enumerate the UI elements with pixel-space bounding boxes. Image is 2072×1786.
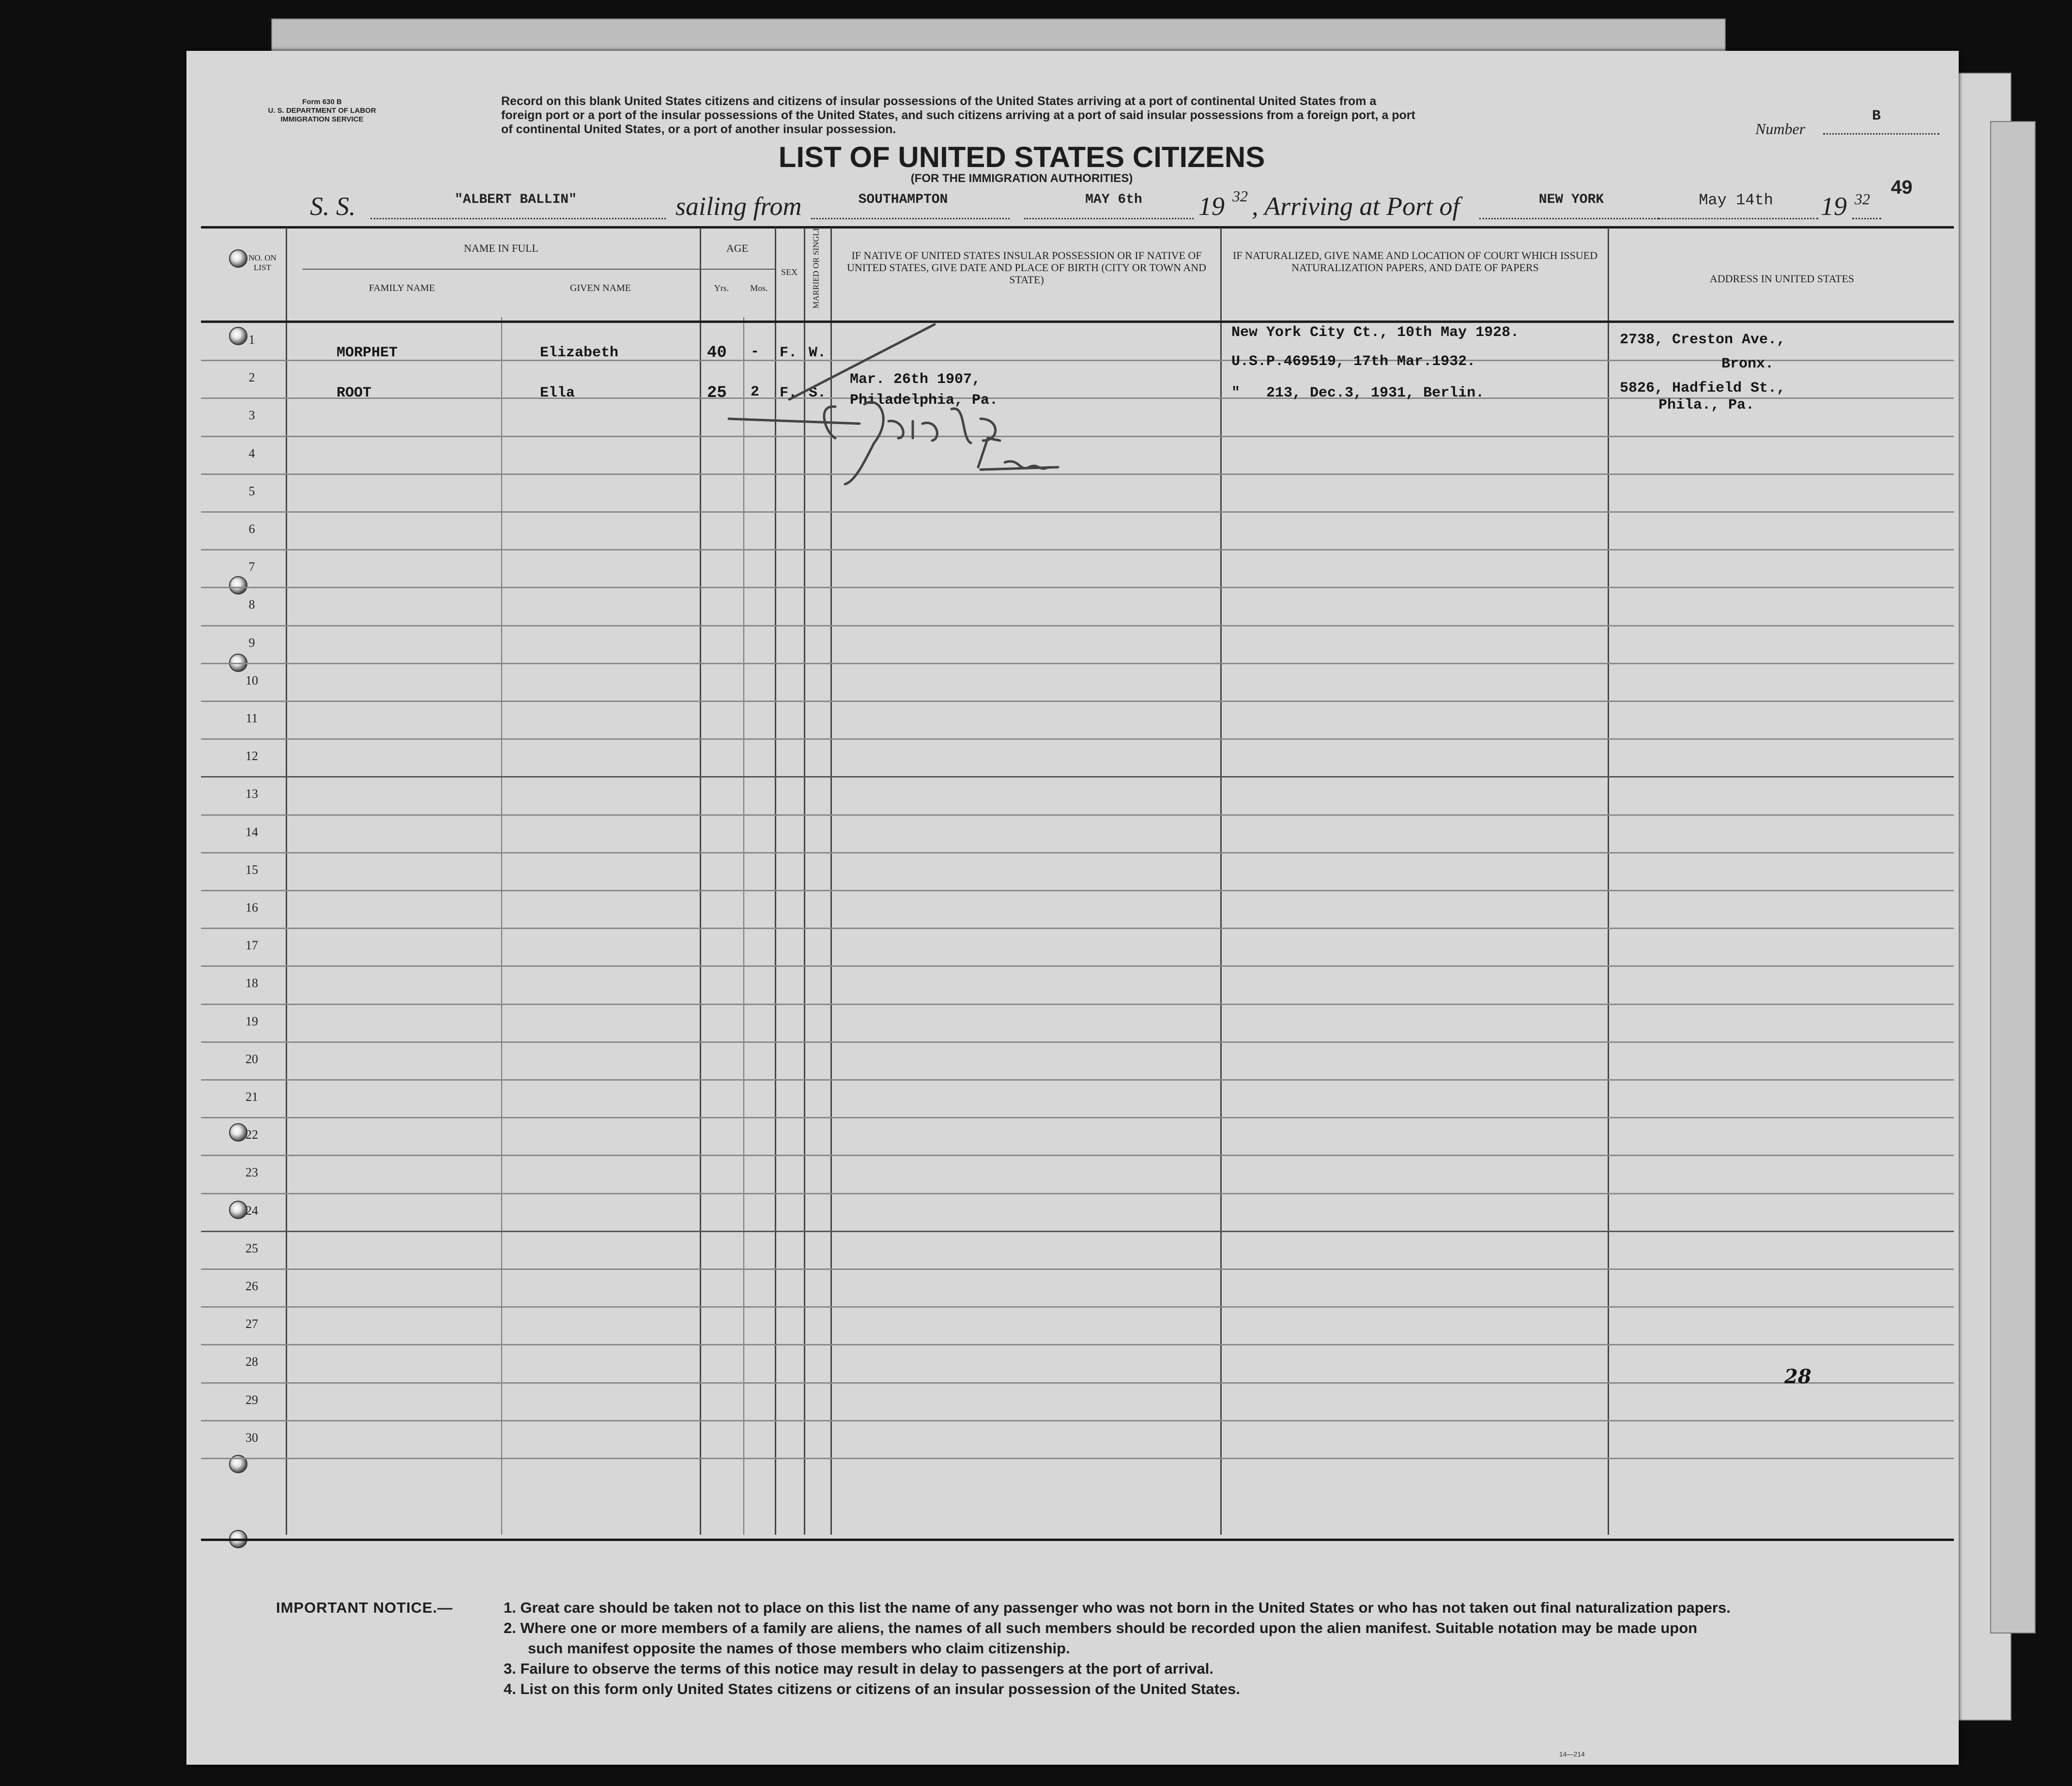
- departure-port: SOUTHAMPTON: [858, 192, 948, 207]
- row-number: 5: [248, 484, 255, 498]
- passenger-given-name: Ella: [540, 385, 575, 401]
- passenger-age-months: 2: [751, 384, 760, 400]
- passenger-sex: F.: [780, 345, 798, 361]
- passenger-sex: F.: [780, 385, 798, 401]
- header-given-name: GIVEN NAME: [569, 283, 631, 293]
- header-age: AGE: [726, 242, 749, 254]
- header-birth: IF NATIVE OF UNITED STATES INSULAR POSSESSION OR IF NATIVE OF UNITED STATES, GIVE DATE AND PLACE OF BIRTH (CITY OR TOWN AND STATE): [846, 249, 1207, 286]
- row-number: 19: [246, 1014, 258, 1028]
- row-number: 14: [246, 824, 258, 839]
- header-naturalized: IF NATURALIZED, GIVE NAME AND LOCATION OF COURT WHICH ISSUED NATURALIZATION PAPERS, AND DATE OF PAPERS: [1232, 249, 1598, 274]
- page-title: LIST OF UNITED STATES CITIZENS: [778, 141, 1265, 173]
- row-number: 16: [246, 901, 258, 915]
- row-number: 23: [246, 1165, 258, 1180]
- header-yrs: Yrs.: [714, 283, 729, 293]
- department-name: U. S. DEPARTMENT OF LABOR: [268, 107, 376, 115]
- row-number: 1: [248, 333, 255, 347]
- notice-lead: IMPORTANT NOTICE.—: [276, 1599, 453, 1616]
- page-number: 49: [1891, 177, 1913, 198]
- manifest-sheet: [186, 51, 1959, 1765]
- row-number: 26: [246, 1279, 258, 1293]
- departure-date: MAY 6th: [1085, 192, 1142, 207]
- passenger-family-name: ROOT: [337, 385, 372, 401]
- passenger-address-city: Phila., Pa.: [1658, 397, 1755, 413]
- row-number: 8: [248, 597, 255, 612]
- arrival-year: 32: [1855, 190, 1870, 208]
- row-number: 4: [248, 446, 255, 460]
- number-label: Number: [1755, 120, 1806, 137]
- instructions-line: foreign port or a port of the insular possessions of the United States, and such citizens arriving at a port of said insular possessions from a foreign port, a port: [501, 108, 1415, 122]
- important-notice: [276, 1598, 1922, 1699]
- header-no-on-list: NO. ON LIST: [248, 253, 276, 272]
- header-mos: Mos.: [750, 283, 768, 293]
- arrival-year-prefix: 19: [1821, 192, 1847, 221]
- instructions-line: of continental United States, or a port of another insular possession.: [501, 122, 896, 136]
- passenger-given-name: Elizabeth: [540, 345, 619, 361]
- passenger-naturalization-papers: " 213, Dec.3, 1931, Berlin.: [1231, 385, 1485, 401]
- form-number: Form 630 B: [302, 98, 342, 106]
- service-name: IMMIGRATION SERVICE: [280, 115, 364, 123]
- header-address: ADDRESS IN UNITED STATES: [1709, 273, 1855, 285]
- number-value: B: [1872, 108, 1881, 124]
- passenger-birth-date: Mar. 26th 1907,: [850, 371, 981, 388]
- passenger-naturalization-court: New York City Ct., 10th May 1928.: [1231, 324, 1519, 341]
- row-number: 21: [246, 1090, 258, 1104]
- row-number: 12: [246, 749, 258, 763]
- row-number: 22: [246, 1128, 258, 1142]
- passenger-address-street: 5826, Hadfield St.,: [1620, 380, 1786, 397]
- row-number: 29: [246, 1392, 258, 1407]
- instructions-line: Record on this blank United States citizens and citizens of insular possessions of the United States arriving at a port of continental United States from a: [501, 94, 1377, 108]
- row-number: 25: [246, 1241, 258, 1255]
- header-name-in-full: NAME IN FULL: [464, 242, 538, 254]
- row-number: 2: [248, 370, 255, 385]
- notice-item-2-continued: such manifest opposite the names of those members who claim citizenship.: [528, 1640, 1070, 1657]
- arrival-date: May 14th: [1699, 191, 1773, 209]
- notice-item-2: 2. Where one or more members of a family are aliens, the names of all such members should be recorded upon the alien manifest. Suitable notation may be made upon: [504, 1619, 1698, 1636]
- passenger-age-months: -: [751, 344, 760, 360]
- passenger-family-name: MORPHET: [337, 345, 398, 361]
- row-number: 3: [248, 408, 255, 423]
- row-number: 28: [246, 1355, 258, 1369]
- row-number: 15: [246, 862, 258, 877]
- stray-mark: 28: [1784, 1365, 1811, 1388]
- handwritten-annotation: [186, 51, 1959, 1765]
- row-number: 6: [248, 522, 255, 536]
- row-number: 10: [246, 673, 258, 687]
- notice-item-1: 1. Great care should be taken not to place on this list the name of any passenger who was not born in the United States or who has not taken out final naturalization papers.: [504, 1599, 1731, 1616]
- departure-year: 32: [1232, 187, 1248, 205]
- row-number: 13: [246, 787, 258, 801]
- header-sex-label: SEX: [781, 267, 798, 277]
- row-number: 18: [246, 976, 258, 991]
- passenger-address-street: 2738, Creston Ave.,: [1620, 332, 1786, 348]
- passenger-address-city: Bronx.: [1721, 356, 1774, 372]
- row-number: 9: [248, 635, 255, 650]
- header-family-name: FAMILY NAME: [368, 283, 435, 293]
- passenger-marital-status: S.: [809, 385, 827, 401]
- notice-item-4: 4. List on this form only United States citizens or citizens of an insular possession of the United States.: [504, 1680, 1240, 1697]
- ship-name: "ALBERT BALLIN": [454, 192, 577, 207]
- notice-item-3: 3. Failure to observe the terms of this notice may result in delay to passengers at the port of arrival.: [504, 1660, 1214, 1677]
- row-number: 7: [248, 560, 255, 574]
- row-number: 30: [246, 1430, 258, 1445]
- row-number: 20: [246, 1052, 258, 1066]
- ss-label: S. S.: [310, 192, 356, 221]
- sailing-label: sailing from: [675, 192, 802, 221]
- header-married-or-single: MARRIED OR SINGLE: [811, 226, 821, 309]
- underlying-page-edge: [1990, 121, 2036, 1633]
- row-number: 17: [246, 938, 258, 953]
- passenger-birth-place: Philadelphia, Pa.: [850, 392, 998, 409]
- passenger-age-years: 40: [707, 344, 727, 362]
- departure-year-prefix: 19: [1198, 192, 1225, 221]
- arriving-label: , Arriving at Port of: [1252, 192, 1460, 221]
- row-number: 27: [246, 1317, 258, 1331]
- passenger-marital-status: W.: [809, 345, 827, 361]
- row-number: 24: [246, 1203, 258, 1218]
- form-code: 14—214: [1559, 1750, 1585, 1758]
- passenger-age-years: 25: [707, 384, 727, 402]
- arrival-port: NEW YORK: [1538, 192, 1604, 207]
- row-number: 11: [246, 711, 258, 725]
- passenger-naturalization-papers: U.S.P.469519, 17th Mar.1932.: [1231, 353, 1476, 370]
- page-subtitle: (FOR THE IMMIGRATION AUTHORITIES): [910, 172, 1133, 185]
